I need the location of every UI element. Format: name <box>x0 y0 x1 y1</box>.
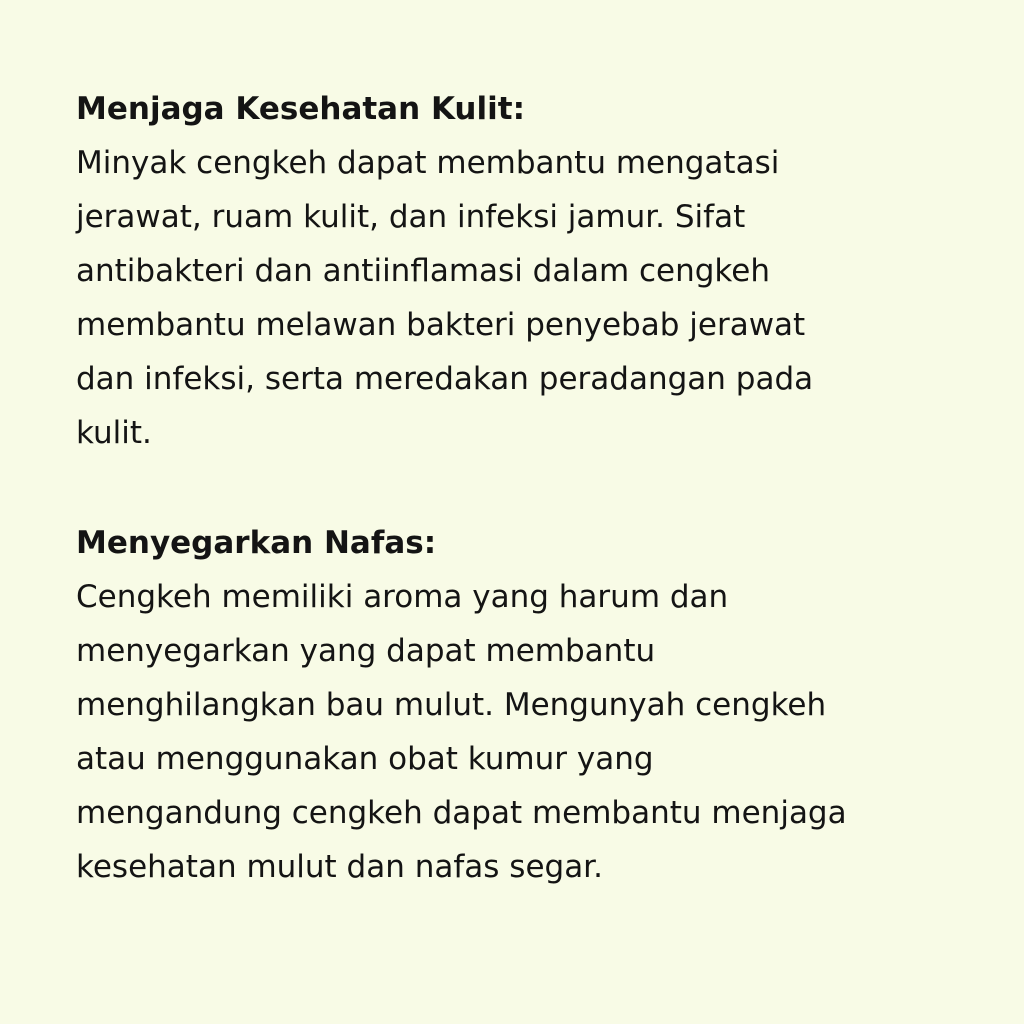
skin-health-body <box>76 136 948 460</box>
fresh-breath-line: kesehatan mulut dan nafas segar. <box>76 849 603 885</box>
fresh-breath-heading: Menyegarkan Nafas: <box>76 525 437 561</box>
skin-health-line: dan infeksi, serta meredakan peradangan pada <box>76 361 814 397</box>
skin-health-line: kulit. <box>76 415 152 451</box>
fresh-breath-line: menyegarkan yang dapat membantu <box>76 633 656 669</box>
fresh-breath-section <box>76 516 948 894</box>
skin-health-line: jerawat, ruam kulit, dan infeksi jamur. Sifat <box>76 199 746 235</box>
skin-health-line: Minyak cengkeh dapat membantu mengatasi <box>76 145 780 181</box>
fresh-breath-body <box>76 570 948 894</box>
fresh-breath-line: atau menggunakan obat kumur yang <box>76 741 654 777</box>
skin-health-section <box>76 82 948 460</box>
skin-health-line: antibakteri dan antiinflamasi dalam cengkeh <box>76 253 771 289</box>
skin-health-line: membantu melawan bakteri penyebab jerawat <box>76 307 806 343</box>
skin-health-heading: Menjaga Kesehatan Kulit: <box>76 91 525 127</box>
fresh-breath-line: Cengkeh memiliki aroma yang harum dan <box>76 579 729 615</box>
fresh-breath-line: menghilangkan bau mulut. Mengunyah cengkeh <box>76 687 827 723</box>
fresh-breath-line: mengandung cengkeh dapat membantu menjaga <box>76 795 847 831</box>
